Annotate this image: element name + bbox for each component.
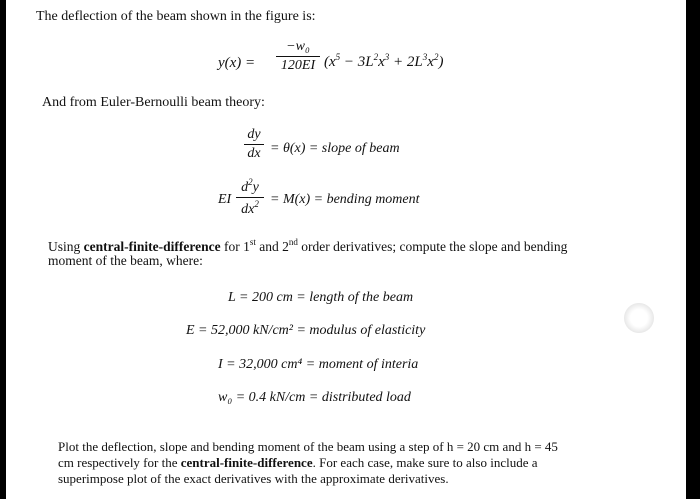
deflection-denominator: 120EI [280, 58, 316, 73]
task-line-1: Using central-finite-difference for 1st and 2nd order derivatives; compute the slope and bending [48, 237, 568, 254]
final-line-2: cm respectively for the central-finite-difference. For each case, make sure to also include a [58, 455, 538, 470]
deflection-lhs: y(x) = [218, 55, 256, 71]
slope-equation: = θ(x) = slope of beam [270, 141, 400, 156]
task-line-2: moment of the beam, where: [48, 253, 203, 268]
param-inertia: I = 32,000 cm⁴ = moment of interia [218, 357, 419, 372]
param-length: L = 200 cm = length of the beam [228, 290, 414, 305]
moment-equation: = M(x) = bending moment [270, 192, 420, 207]
deflection-numerator: −w₀ [286, 39, 310, 54]
deflection-polynomial: $(x^5 - 3L^2x^3 + 2L^3x^2)$ [324, 52, 444, 70]
moment-fraction: $d^2y$ $dx^2$ [236, 178, 264, 217]
moment-lhs: EI [218, 192, 232, 207]
slope-fraction: dy dx [244, 128, 264, 161]
euler-intro-text: And from Euler-Bernoulli beam theory: [42, 95, 265, 110]
deflection-fraction [276, 40, 320, 73]
final-line-1: Plot the deflection, slope and bending moment of the beam using a step of h = 20 cm and h = 45 [58, 439, 558, 454]
param-load: w₀ = 0.4 kN/cm = distributed load [218, 390, 411, 405]
param-modulus: E = 52,000 kN/cm² = modulus of elasticity [186, 323, 426, 338]
final-line-3: superimpose plot of the exact derivatives with the approximate derivatives. [58, 471, 449, 486]
document-page [6, 0, 686, 499]
light-glare [624, 303, 654, 333]
intro-text: The deflection of the beam shown in the figure is: [36, 9, 316, 24]
